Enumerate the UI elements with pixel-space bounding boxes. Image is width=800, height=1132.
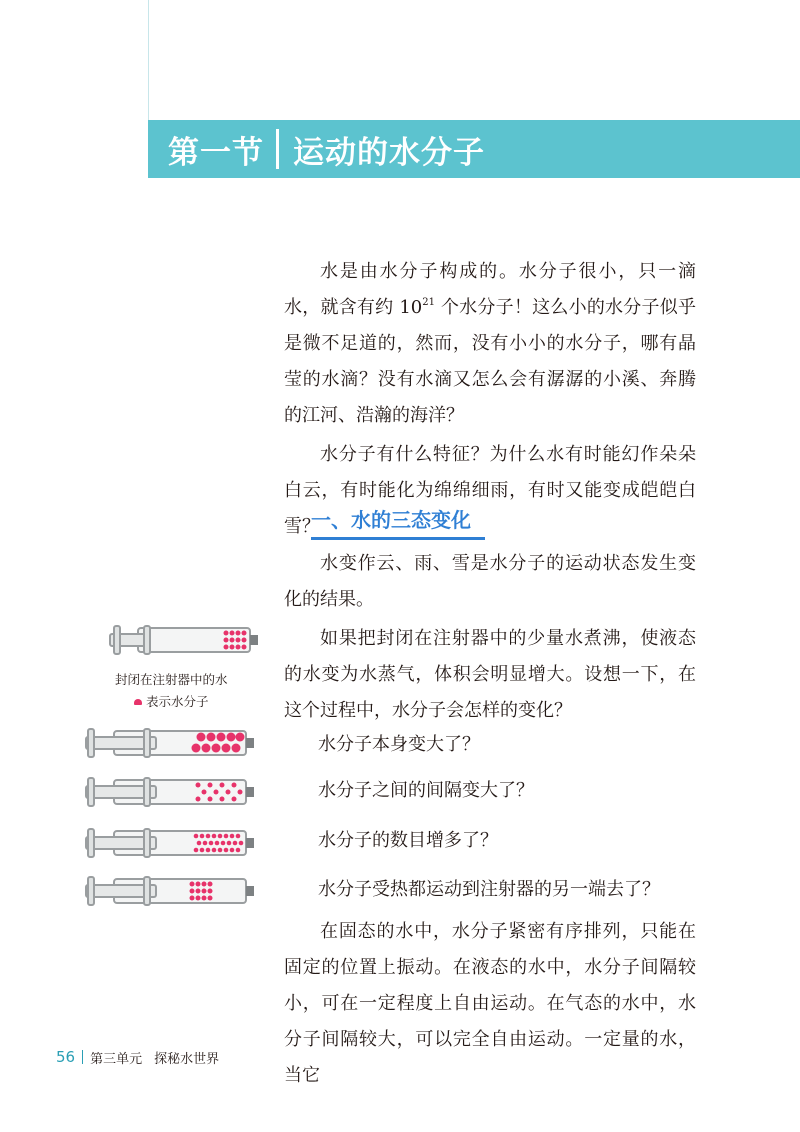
page-footer: [56, 1046, 219, 1068]
question-3: 水分子的数目增多了？: [318, 830, 498, 851]
section-heading: 一、水的三态变化: [311, 508, 471, 532]
syringe-option-3: [84, 826, 258, 860]
molecule-motion-text: [284, 914, 696, 1094]
states-text: [284, 546, 696, 729]
intro-text: [284, 254, 696, 545]
section-number: 第一节: [168, 134, 264, 171]
paragraph-3: 水变作云、雨、雪是水分子的运动状态发生变化的结果。: [284, 553, 696, 610]
paragraph-5: 在固态的水中，水分子紧密有序排列，只能在固定的位置上振动。在液态的水中，水分子间隔较小，可在一定程度上自由运动。在气态的水中，水分子间隔较大，可以完全自由运动。一定量的水，当它: [284, 921, 696, 1086]
paragraph-1-end: 个水分子！这么小的水分子似乎是微不足道的，然而，没有小小的水分子，哪有晶莹的水滴？没有水滴又怎么会有潺潺的小溪、奔腾的江河、浩瀚的海洋？: [284, 297, 696, 426]
section-heading-underline: [311, 537, 485, 540]
title-separator: [276, 129, 279, 169]
water-molecule-icon: [134, 699, 142, 705]
paragraph-1: [284, 254, 696, 434]
question-1: 水分子本身变大了？: [318, 734, 480, 755]
exponent: 21: [422, 297, 435, 308]
unit-label: 第三单元: [90, 1051, 143, 1067]
paragraph-2: 水分子有什么特征？为什么水有时能幻作朵朵白云，有时能化为绵绵细雨，有时又能变成皑皑白雪？: [284, 444, 696, 537]
question-4: 水分子受热都运动到注射器的另一端去了？: [318, 879, 660, 900]
legend-label: 表示水分子: [146, 694, 209, 709]
figure-legend: [134, 692, 209, 710]
syringe-sealed-water: [108, 623, 264, 657]
section-name: 运动的水分子: [293, 134, 485, 171]
syringe-option-4: [84, 874, 258, 908]
section-title: [168, 122, 485, 176]
paragraph-4: 如果把封闭在注射器中的少量水煮沸，使液态的水变为水蒸气，体积会明显增大。设想一下，在这个过程中，水分子会怎样的变化？: [284, 628, 696, 721]
syringe-option-1: [84, 726, 258, 760]
page-number: 56: [56, 1048, 76, 1066]
paragraph-1-start: 水是由水分子构成的。水分子很小，只一滴水，就含有约 10: [284, 261, 696, 318]
syringe-option-2: [84, 775, 258, 809]
question-2: 水分子之间的间隔变大了？: [318, 780, 534, 801]
figure-caption: 封闭在注射器中的水: [115, 672, 228, 687]
footer-separator: [82, 1050, 83, 1064]
unit-title: 探秘水世界: [154, 1051, 220, 1067]
